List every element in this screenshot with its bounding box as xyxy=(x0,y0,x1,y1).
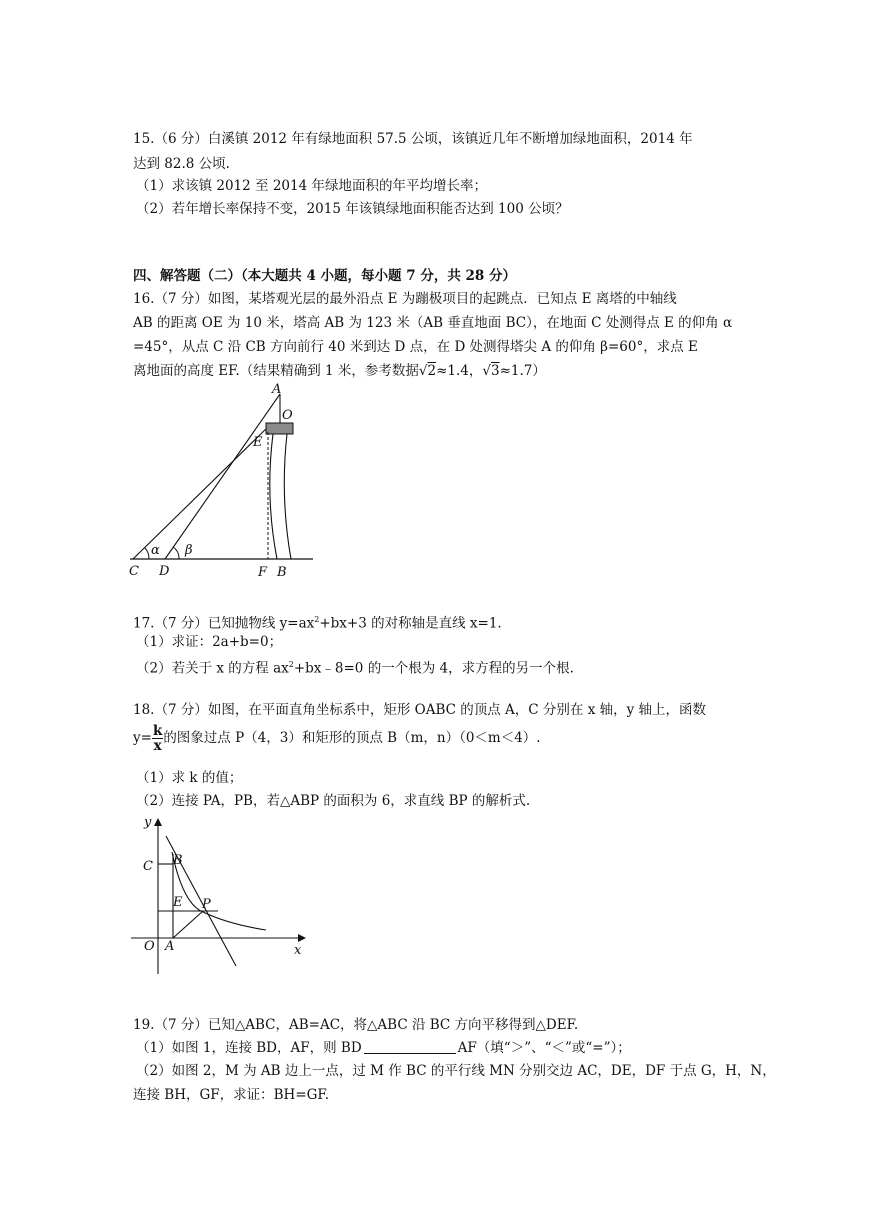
q15-line1: 15.（6 分）白溪镇 2012 年有绿地面积 57.5 公顷，该镇近几年不断增加绿地面积，2014 年 xyxy=(133,131,693,147)
q19-part1: （1）如图 1，连接 BD，AF，则 BD AF（填“＞”、“＜”或“=”）； xyxy=(136,1040,631,1056)
q16-line1: 16.（7 分）如图，某塔观光层的最外沿点 E 为蹦极项目的起跳点．已知点 E 离塔的中轴线 xyxy=(133,291,677,307)
q18-line1: 18.（7 分）如图，在平面直角坐标系中，矩形 OABC 的顶点 A，C 分别在 x 轴，y 轴上，函数 xyxy=(133,702,707,718)
q17-part2: （2）若关于 x 的方程 $ax^2+bx﹣8=0$ 的一个根为 4，求方程的另一个根. xyxy=(136,660,574,677)
label-B: B xyxy=(173,853,183,868)
sqrt3-radical: √3 xyxy=(482,363,500,379)
q19-line1: 19.（7 分）已知△ABC，AB=AC，将△ABC 沿 BC 方向平移得到△DEF. xyxy=(133,1017,579,1033)
label-D: D xyxy=(159,564,170,579)
label-F: F xyxy=(258,565,268,580)
q15-part2: （2）若年增长率保持不变，2015 年该镇绿地面积能否达到 100 公顷？ xyxy=(136,201,569,217)
label-O: O xyxy=(144,939,155,954)
label-B: B xyxy=(277,565,287,580)
label-E: E xyxy=(253,435,263,450)
section-heading: 四、解答题（二）（本大题共 4 小题，每小题 7 分，共 28 分） xyxy=(133,268,517,284)
q16-line4: 离地面的高度 EF.（结果精确到 1 米，参考数据√2≈1.4，√3≈1.7） xyxy=(133,363,546,379)
label-C: C xyxy=(143,859,153,874)
fraction-k-over-x: $\frac{k}{x}$ xyxy=(152,723,163,754)
q15-part1: （1）求该镇 2012 至 2014 年绿地面积的年平均增长率； xyxy=(136,178,487,194)
q19-part2-line1: （2）如图 2，M 为 AB 边上一点，过 M 作 BC 的平行线 MN 分别交边 AC，DE，DF 于点 G，H，N， xyxy=(136,1063,776,1079)
label-C: C xyxy=(129,564,139,579)
q18-coordinate-figure xyxy=(128,814,313,984)
q16-line2: AB 的距离 OE 为 10 米，塔高 AB 为 123 米（AB 垂直地面 BC），在地面 C 处测得点 E 的仰角 α xyxy=(133,315,733,331)
q19-part2-line2: 连接 BH，GF，求证：BH=GF. xyxy=(133,1087,329,1103)
label-A: A xyxy=(165,939,175,954)
sqrt2-radical: √2 xyxy=(418,363,437,379)
q15-line2: 达到 82.8 公顷. xyxy=(133,156,230,172)
q17-line1: 17.（7 分）已知抛物线 $y=ax^2+bx+3$ 的对称轴是直线 x=1. xyxy=(133,615,502,632)
q17-part1: （1）求证：2a+b=0； xyxy=(136,634,283,650)
q18-part2: （2）连接 PA，PB，若△ABP 的面积为 6，求直线 BP 的解析式. xyxy=(136,793,531,809)
label-alpha: α xyxy=(151,543,160,558)
label-x-axis: x xyxy=(294,943,302,958)
q18-part1: （1）求 k 的值； xyxy=(136,770,243,786)
label-y-axis: y xyxy=(144,815,152,830)
label-beta: β xyxy=(185,543,193,558)
label-P: P xyxy=(202,897,211,912)
label-E: E xyxy=(173,895,183,910)
q16-tower-figure xyxy=(125,382,325,582)
label-A: A xyxy=(272,382,282,397)
answer-blank[interactable] xyxy=(364,1040,456,1054)
label-O: O xyxy=(282,408,293,423)
q18-line2: y= $\frac{k}{x}$ 的图象过点 P（4，3）和矩形的顶点 B（m，n）（0＜m＜4）. xyxy=(133,723,541,754)
q16-line3: =45°，从点 C 沿 CB 方向前行 40 米到达 D 点，在 D 处测得塔尖 A 的仰角 β=60°，求点 E xyxy=(133,339,698,355)
